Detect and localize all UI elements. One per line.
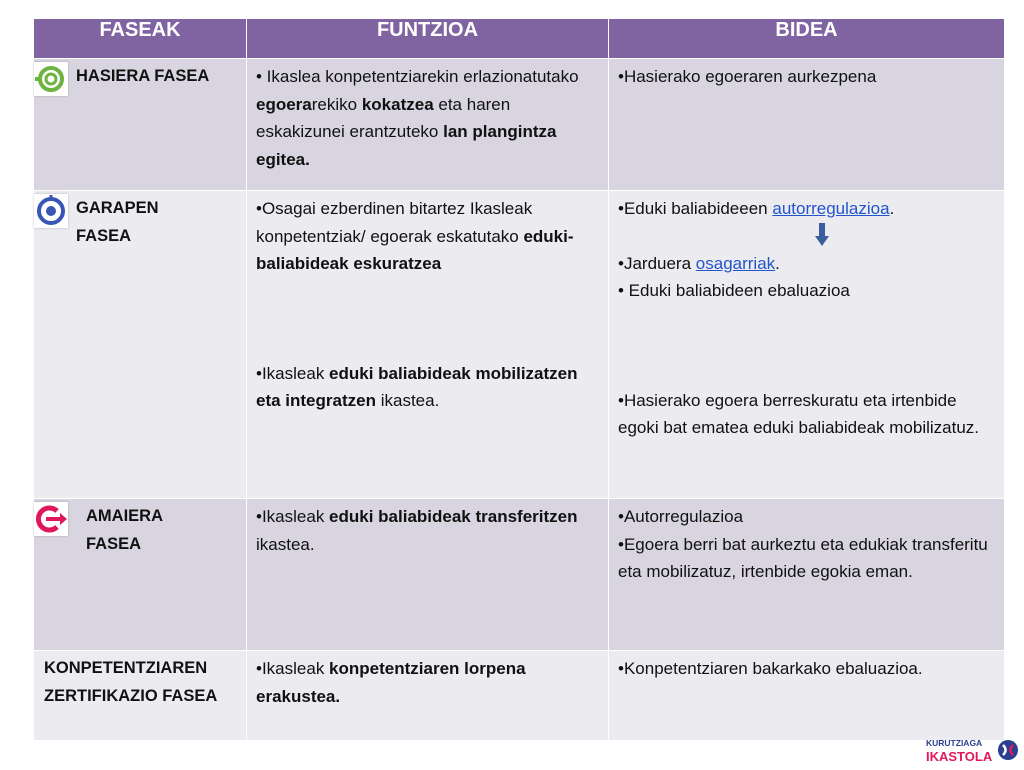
bidea-text-garapen-2: •Jarduera osagarriak.: [618, 253, 780, 273]
header-bidea: BIDEA: [609, 19, 1005, 59]
row-zertifikazio: [34, 651, 1005, 741]
funtzioa-cell-hasiera: [247, 59, 609, 191]
bidea-text-hasiera: •Hasierako egoeraren aurkezpena: [618, 67, 877, 86]
phase-label-zertifikazio-1: KONPETENTZIAREN: [44, 659, 208, 677]
bidea-text-garapen-4: •Hasierako egoera berreskuratu eta irtenbide egoki bat ematea eduki baliabideak mobilizatuz.: [618, 390, 980, 437]
header-row: [34, 19, 1005, 59]
svg-text:IKASTOLA: IKASTOLA: [926, 749, 993, 764]
osagarriak-link[interactable]: osagarriak: [695, 253, 776, 273]
header-faseak: FASEAK: [34, 19, 247, 59]
bidea-text-amaiera-1: •Autorregulazioa: [618, 507, 744, 526]
bidea-cell-amaiera: [609, 499, 1005, 651]
header-funtzioa: FUNTZIOA: [247, 19, 609, 59]
phase-label-hasiera: HASIERA FASEA: [76, 67, 210, 85]
row-amaiera: [34, 499, 1005, 651]
bidea-cell-hasiera: [609, 59, 1005, 191]
funtzioa-cell-amaiera: [247, 499, 609, 651]
phases-table: [33, 18, 1005, 741]
bidea-text-garapen-3: • Eduki baliabideen ebaluazioa: [618, 281, 850, 300]
row-garapen: [34, 191, 1005, 499]
phase-cell-garapen: [34, 191, 247, 499]
bidea-text-amaiera-2: •Egoera berri bat aurkeztu eta edukiak transferitu eta mobilizatuz, irtenbide egokia eman.: [618, 534, 988, 581]
blue-target-icon: [34, 194, 68, 228]
phase-label-garapen-2: FASEA: [76, 226, 132, 245]
funtzioa-text-garapen-1: •Osagai ezberdinen bitartez Ikasleak konpetentziak/ egoerak eskatutako eduki-baliabideak eskuratzea: [256, 199, 574, 273]
phase-label-zertifikazio-2: ZERTIFIKAZIO FASEA: [44, 686, 218, 705]
bidea-text-zertifikazio: •Konpetentziaren bakarkako ebaluazioa.: [618, 659, 923, 678]
autorregulazioa-link[interactable]: autorregulazioa: [772, 199, 890, 218]
phase-label-amaiera-2: FASEA: [86, 534, 142, 553]
phase-cell-hasiera: [34, 59, 247, 191]
funtzioa-cell-garapen: [247, 191, 609, 499]
red-exit-arrow-icon: [34, 502, 68, 536]
bidea-cell-garapen: [609, 191, 1005, 499]
funtzioa-text-amaiera: •Ikasleak eduki baliabideak transferitzen ikastea.: [256, 507, 578, 554]
svg-text:KURUTZIAGA: KURUTZIAGA: [926, 738, 983, 748]
funtzioa-text-zertifikazio: •Ikasleak konpetentziaren lorpena erakustea.: [256, 659, 526, 706]
funtzioa-text-hasiera: • Ikaslea konpetentziarekin erlazionatutako egoerarekiko kokatzea eta haren eskakizunei erantzuteko lan plangintza egitea.: [256, 67, 579, 169]
row-hasiera: [34, 59, 1005, 191]
funtzioa-text-garapen-2: •Ikasleak eduki baliabideak mobilizatzen eta integratzen ikastea.: [256, 363, 578, 410]
down-arrow-icon: [618, 223, 996, 250]
bidea-cell-zertifikazio: [609, 651, 1005, 741]
phase-cell-zertifikazio: [34, 651, 247, 741]
kurutziaga-ikastola-logo: [924, 735, 1018, 765]
phase-label-garapen-1: GARAPEN: [76, 199, 159, 217]
bidea-text-garapen-1: •Eduki baliabideeen autorregulazioa.: [618, 199, 895, 218]
funtzioa-cell-zertifikazio: [247, 651, 609, 741]
phase-label-amaiera-1: AMAIERA: [86, 507, 163, 525]
phase-cell-amaiera: [34, 499, 247, 651]
green-spiral-icon: [34, 62, 68, 96]
